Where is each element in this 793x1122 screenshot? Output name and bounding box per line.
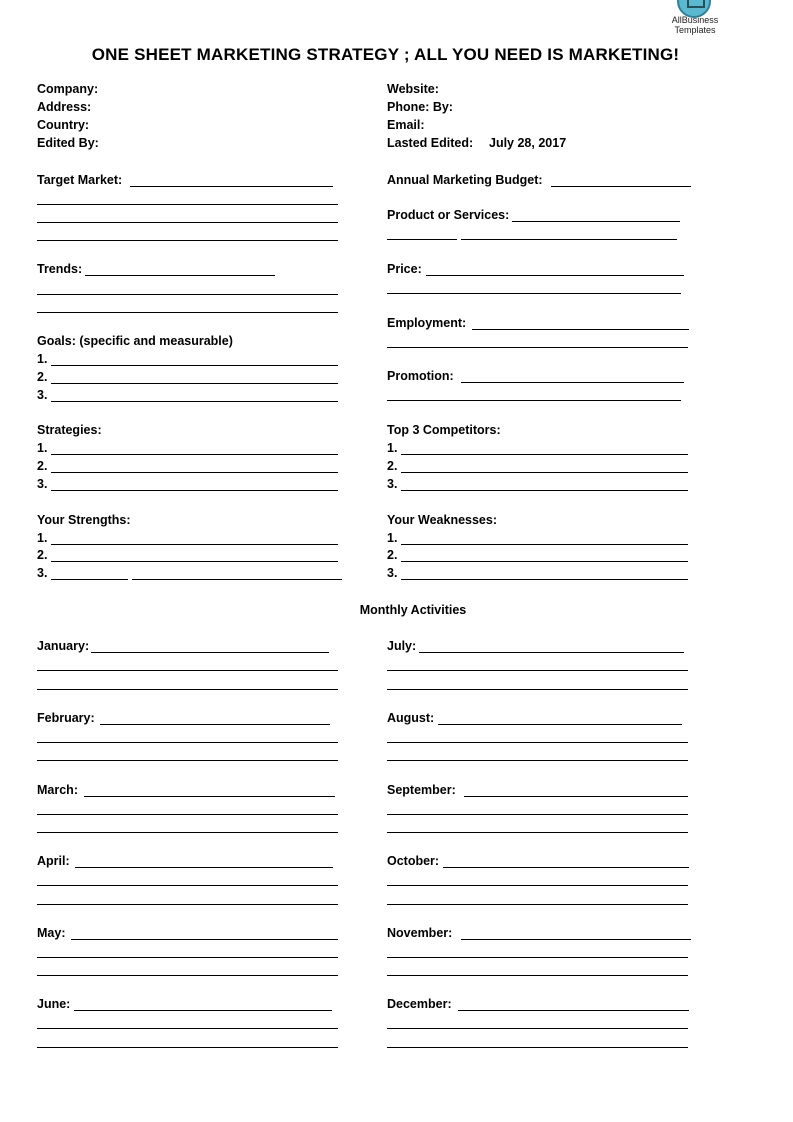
month-label-january: January: bbox=[37, 639, 90, 653]
target-market-line[interactable] bbox=[37, 204, 338, 205]
employment-line[interactable] bbox=[387, 347, 688, 348]
month-line[interactable] bbox=[84, 796, 335, 797]
month-line[interactable] bbox=[37, 1028, 338, 1029]
month-line[interactable] bbox=[37, 1047, 338, 1048]
month-line[interactable] bbox=[387, 904, 688, 905]
weakness-line[interactable] bbox=[401, 579, 688, 580]
month-line[interactable] bbox=[37, 975, 338, 976]
last-edited-date: July 28, 2017 bbox=[489, 136, 567, 150]
trends-label: Trends: bbox=[37, 262, 83, 276]
goals-label: Goals: (specific and measurable) bbox=[37, 334, 233, 348]
month-line[interactable] bbox=[387, 689, 688, 690]
month-line[interactable] bbox=[387, 957, 688, 958]
trends-line[interactable] bbox=[85, 275, 275, 276]
strategy-line[interactable] bbox=[51, 490, 338, 491]
phone-label: Phone: By: bbox=[387, 100, 453, 114]
strength-line[interactable] bbox=[132, 579, 342, 580]
month-line[interactable] bbox=[387, 832, 688, 833]
competitor-line[interactable] bbox=[401, 472, 688, 473]
month-line[interactable] bbox=[419, 652, 684, 653]
logo-sub: Templates bbox=[674, 25, 716, 35]
strategy-line[interactable] bbox=[51, 454, 338, 455]
logo-name: AllBusiness bbox=[671, 15, 719, 25]
trends-line[interactable] bbox=[37, 312, 338, 313]
logo-text bbox=[664, 15, 726, 35]
page-title: ONE SHEET MARKETING STRATEGY ; ALL YOU NEED IS MARKETING! bbox=[91, 45, 680, 64]
month-line[interactable] bbox=[37, 832, 338, 833]
month-line[interactable] bbox=[91, 652, 329, 653]
price-line[interactable] bbox=[426, 275, 684, 276]
email-label: Email: bbox=[387, 118, 425, 132]
month-line[interactable] bbox=[458, 1010, 689, 1011]
month-line[interactable] bbox=[443, 867, 689, 868]
competitor-number: 3. bbox=[387, 477, 398, 491]
month-line[interactable] bbox=[74, 1010, 332, 1011]
month-label-november: November: bbox=[387, 926, 453, 940]
goal-line[interactable] bbox=[51, 365, 338, 366]
goal-number: 3. bbox=[37, 388, 48, 402]
month-label-may: May: bbox=[37, 926, 66, 940]
month-line[interactable] bbox=[387, 670, 688, 671]
strategy-number: 2. bbox=[37, 459, 48, 473]
budget-label: Annual Marketing Budget: bbox=[387, 173, 543, 187]
product-line[interactable] bbox=[387, 239, 457, 240]
website-label: Website: bbox=[387, 82, 439, 96]
month-line[interactable] bbox=[461, 939, 691, 940]
month-label-april: April: bbox=[37, 854, 70, 868]
month-line[interactable] bbox=[387, 1047, 688, 1048]
goal-line[interactable] bbox=[51, 383, 338, 384]
competitor-line[interactable] bbox=[401, 490, 688, 491]
last-edited-label: Lasted Edited: bbox=[387, 136, 474, 150]
month-label-december: December: bbox=[387, 997, 452, 1011]
month-line[interactable] bbox=[438, 724, 682, 725]
month-line[interactable] bbox=[387, 885, 688, 886]
product-label: Product or Services: bbox=[387, 208, 510, 222]
goal-line[interactable] bbox=[51, 401, 338, 402]
monthly-activities-heading: Monthly Activities bbox=[359, 603, 467, 617]
month-label-september: September: bbox=[387, 783, 456, 797]
month-line[interactable] bbox=[387, 1028, 688, 1029]
logo bbox=[664, 0, 726, 40]
month-line[interactable] bbox=[37, 689, 338, 690]
address-label: Address: bbox=[37, 100, 92, 114]
month-line[interactable] bbox=[387, 814, 688, 815]
country-label: Country: bbox=[37, 118, 90, 132]
promotion-line[interactable] bbox=[387, 400, 681, 401]
month-line[interactable] bbox=[387, 742, 688, 743]
strength-line[interactable] bbox=[51, 544, 338, 545]
month-label-march: March: bbox=[37, 783, 78, 797]
budget-line[interactable] bbox=[551, 186, 691, 187]
weakness-line[interactable] bbox=[401, 544, 688, 545]
goal-number: 1. bbox=[37, 352, 48, 366]
strength-line[interactable] bbox=[51, 561, 338, 562]
edited-by-label: Edited By: bbox=[37, 136, 99, 150]
month-line[interactable] bbox=[37, 742, 338, 743]
month-line[interactable] bbox=[37, 957, 338, 958]
competitor-line[interactable] bbox=[401, 454, 688, 455]
product-line[interactable] bbox=[461, 239, 677, 240]
month-label-august: August: bbox=[387, 711, 435, 725]
competitor-number: 2. bbox=[387, 459, 398, 473]
month-line[interactable] bbox=[37, 670, 338, 671]
strengths-label: Your Strengths: bbox=[37, 513, 131, 527]
competitor-number: 1. bbox=[387, 441, 398, 455]
product-line[interactable] bbox=[512, 221, 680, 222]
promotion-line[interactable] bbox=[461, 382, 684, 383]
strength-number: 3. bbox=[37, 566, 48, 580]
month-label-july: July: bbox=[387, 639, 417, 653]
month-line[interactable] bbox=[37, 885, 338, 886]
month-line[interactable] bbox=[37, 904, 338, 905]
goal-number: 2. bbox=[37, 370, 48, 384]
month-label-june: June: bbox=[37, 997, 71, 1011]
strength-number: 2. bbox=[37, 548, 48, 562]
month-line[interactable] bbox=[37, 760, 338, 761]
employment-label: Employment: bbox=[387, 316, 467, 330]
month-label-october: October: bbox=[387, 854, 440, 868]
competitors-label: Top 3 Competitors: bbox=[387, 423, 501, 437]
weakness-number: 2. bbox=[387, 548, 398, 562]
weakness-number: 1. bbox=[387, 531, 398, 545]
month-label-february: February: bbox=[37, 711, 95, 725]
month-line[interactable] bbox=[464, 796, 688, 797]
strategy-number: 3. bbox=[37, 477, 48, 491]
target-market-line[interactable] bbox=[37, 222, 338, 223]
price-label: Price: bbox=[387, 262, 422, 276]
trends-line[interactable] bbox=[37, 294, 338, 295]
month-line[interactable] bbox=[387, 975, 688, 976]
strength-number: 1. bbox=[37, 531, 48, 545]
target-market-line[interactable] bbox=[37, 240, 338, 241]
month-line[interactable] bbox=[100, 724, 330, 725]
month-line[interactable] bbox=[387, 760, 688, 761]
weakness-number: 3. bbox=[387, 566, 398, 580]
company-label: Company: bbox=[37, 82, 99, 96]
strategy-line[interactable] bbox=[51, 472, 338, 473]
strength-line[interactable] bbox=[51, 579, 128, 580]
target-market-line[interactable] bbox=[130, 186, 333, 187]
strategies-label: Strategies: bbox=[37, 423, 102, 437]
weaknesses-label: Your Weaknesses: bbox=[387, 513, 498, 527]
month-line[interactable] bbox=[71, 939, 338, 940]
month-line[interactable] bbox=[75, 867, 333, 868]
target-market-label: Target Market: bbox=[37, 173, 123, 187]
month-line[interactable] bbox=[37, 814, 338, 815]
weakness-line[interactable] bbox=[401, 561, 688, 562]
strategy-number: 1. bbox=[37, 441, 48, 455]
promotion-label: Promotion: bbox=[387, 369, 454, 383]
price-line[interactable] bbox=[387, 293, 681, 294]
employment-line[interactable] bbox=[472, 329, 689, 330]
